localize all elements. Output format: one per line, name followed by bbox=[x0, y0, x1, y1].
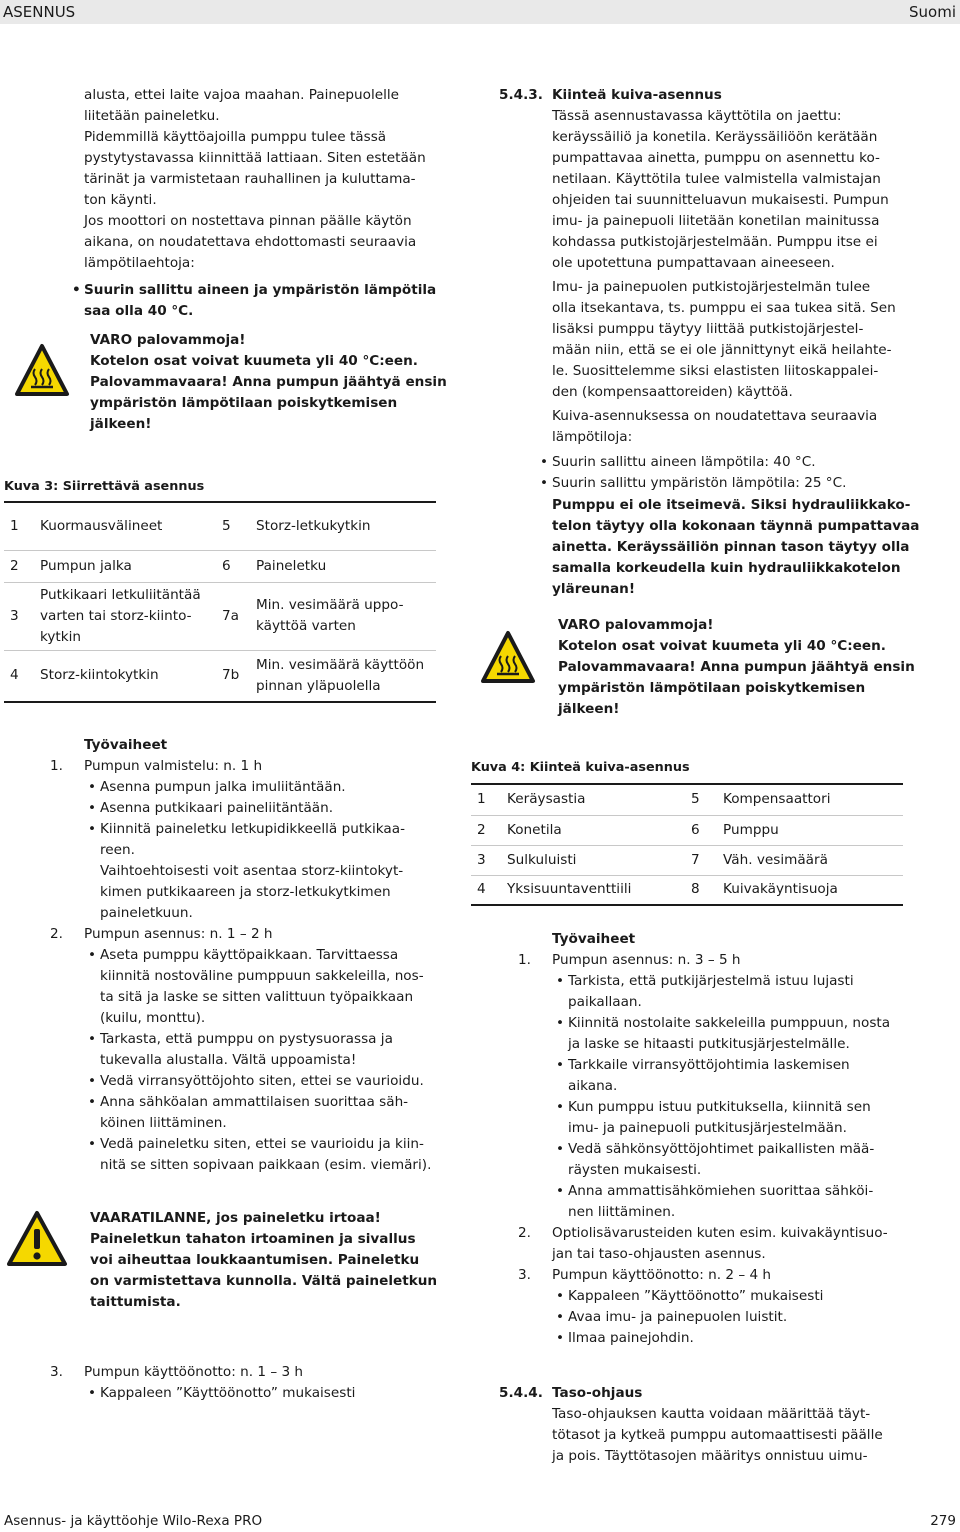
warning-line: Paineletkun tahaton irtoaminen ja sivallus bbox=[90, 1231, 416, 1247]
text-line: keräyssäiliö ja konetila. Keräyssäiliöön kerätään bbox=[552, 129, 878, 145]
warning-line: voi aiheuttaa loukkaantumisen. Paineletku bbox=[90, 1252, 420, 1268]
table-cell: Keräysastia bbox=[501, 784, 685, 815]
table-row bbox=[4, 582, 436, 650]
warning-line: Palovammavaara! Anna pumpun jäähtyä ensin bbox=[558, 659, 915, 675]
temperature-list bbox=[536, 452, 916, 494]
hot-surface-warning-icon bbox=[480, 630, 536, 686]
step-item-cont: ja laske se hitaasti putkitusjärjestelmälle. bbox=[568, 1036, 850, 1052]
general-warning-icon bbox=[6, 1210, 68, 1268]
work-step-3-left bbox=[50, 1362, 444, 1404]
text-line: yläreunan! bbox=[552, 581, 636, 597]
section-title: ASENNUS bbox=[3, 3, 76, 21]
table-row bbox=[471, 845, 903, 875]
step-item: • Asenna putkikaari paineliitäntään. bbox=[84, 798, 444, 819]
table-cell: Kuormausvälineet bbox=[34, 502, 216, 550]
warning-line: Kotelon osat voivat kuumeta yli 40 °C:een. bbox=[558, 638, 886, 654]
table-cell: 2 bbox=[471, 815, 501, 845]
step-item: • Tarkista, että putkijärjestelmä istuu lujasti bbox=[552, 971, 912, 992]
step-item: • Kiinnitä paineletku letkupidikkeellä putkikaa- bbox=[84, 819, 444, 840]
step-1 bbox=[518, 950, 912, 971]
text-line: lämpötilaehtoja: bbox=[84, 255, 195, 271]
footer-manual-title: Asennus- ja käyttöohje Wilo-Rexa PRO bbox=[4, 1513, 263, 1529]
temperature-bullet bbox=[68, 280, 448, 322]
text-line: ton käynti. bbox=[84, 192, 157, 208]
text-line: pumpattavaa ainetta, pumppu on asennettu ko- bbox=[552, 150, 880, 166]
text-line: mään niin, että se ei ole jännittynyt eikä heilahte- bbox=[552, 342, 892, 358]
table-cell: 1 bbox=[4, 502, 34, 550]
warning-title: VAARATILANNE, jos paineletku irtoaa! bbox=[90, 1210, 381, 1226]
table-cell: 7a bbox=[216, 582, 250, 650]
step-2 bbox=[50, 924, 444, 945]
bullet-continuation: saa olla 40 °C. bbox=[84, 303, 194, 319]
warning-line: on varmistettava kunnolla. Vältä paineletkun bbox=[90, 1273, 438, 1289]
text-line: Kuiva-asennuksessa on noudatettava seuraavia bbox=[552, 408, 878, 424]
text-line: tärinät ja varmistetaan rauhallinen ja kuluttama- bbox=[84, 171, 416, 187]
warning-line: ympäristön lämpötilaan poiskytkemisen bbox=[558, 680, 866, 696]
figure-caption-3: Kuva 3: Siirrettävä asennus bbox=[4, 479, 205, 494]
step-title-cont: jan tai taso-ohjausten asennus. bbox=[552, 1246, 766, 1262]
text-line: lämpötiloja: bbox=[552, 429, 633, 445]
step-number: 1. bbox=[50, 758, 63, 774]
table-row bbox=[4, 550, 436, 582]
text-line: olla itsekantava, ts. pumppu ei saa tukea sitä. Sen bbox=[552, 300, 896, 316]
table-cell: 4 bbox=[4, 650, 34, 702]
figure-caption-4: Kuva 4: Kiinteä kuiva-asennus bbox=[471, 760, 690, 775]
step-item-cont: köinen liittäminen. bbox=[100, 1115, 227, 1131]
left-intro bbox=[84, 85, 444, 274]
step-item-cont: (kuilu, monttu). bbox=[100, 1010, 206, 1026]
table-row bbox=[471, 875, 903, 905]
table-cell: Pumppu bbox=[717, 815, 903, 845]
table-cell: 7 bbox=[685, 845, 717, 875]
step-item-cont: paineletkuun. bbox=[100, 905, 193, 921]
text-line: den (kompensaattoreiden) käyttöä. bbox=[552, 384, 793, 400]
step-item: • Asenna pumpun jalka imuliitäntään. bbox=[84, 777, 444, 798]
text-line: aikana, on noudatettava ehdottomasti seuraavia bbox=[84, 234, 417, 250]
step-item: • Anna sähköalan ammattilaisen suorittaa säh- bbox=[84, 1092, 444, 1113]
step-number: 3. bbox=[518, 1267, 531, 1283]
text-line: imu- ja painepuoli liitetään konetilan mainitussa bbox=[552, 213, 880, 229]
warning-line: ympäristön lämpötilaan poiskytkemisen bbox=[90, 395, 398, 411]
legend-table-4 bbox=[471, 783, 903, 906]
section-number-543: 5.4.3. bbox=[499, 87, 543, 103]
step-title: Pumpun valmistelu: n. 1 h bbox=[84, 758, 263, 774]
table-row bbox=[4, 502, 436, 550]
language-label: Suomi bbox=[909, 3, 956, 21]
table-cell: 8 bbox=[685, 875, 717, 905]
table-cell: Sulkuluisti bbox=[501, 845, 685, 875]
table-cell: 6 bbox=[685, 815, 717, 845]
text-line: lisäksi pumppu täytyy liittää putkistojärjestel- bbox=[552, 321, 864, 337]
footer-page-number: 279 bbox=[930, 1513, 956, 1529]
table-cell: Konetila bbox=[501, 815, 685, 845]
table-cell: 4 bbox=[471, 875, 501, 905]
table-cell: Storz-letkukytkin bbox=[250, 502, 436, 550]
hose-warning bbox=[90, 1208, 450, 1313]
step-item-cont: tukevalla alustalla. Vältä uppoamista! bbox=[100, 1052, 357, 1068]
table-row bbox=[471, 815, 903, 845]
step-item: • Vedä sähkönsyöttöjohtimet paikallisten mää- bbox=[552, 1139, 912, 1160]
bullet-line: • Suurin sallittu aineen ja ympäristön lämpötila bbox=[68, 280, 448, 301]
step-number: 3. bbox=[50, 1364, 63, 1380]
step-item: • Kappaleen ”Käyttöönotto” mukaisesti bbox=[552, 1286, 912, 1307]
step-item: • Tarkkaile virransyöttöjohtimia laskemisen bbox=[552, 1055, 912, 1076]
step-item-cont: räysten mukaisesti. bbox=[568, 1162, 702, 1178]
step-number: 1. bbox=[518, 952, 531, 968]
step-item-cont: nitä se sitten sopivaan paikkaan (esim. viemäri). bbox=[100, 1157, 432, 1173]
text-line: ja pois. Täyttötasojen määritys onnistuu uimu- bbox=[552, 1448, 868, 1464]
text-line: tötasot ja kytkeä pumppu automaattisesti päälle bbox=[552, 1427, 883, 1443]
table-cell: 3 bbox=[4, 582, 34, 650]
step-item: • Tarkasta, että pumppu on pystysuorassa ja bbox=[84, 1029, 444, 1050]
section-heading: Taso-ohjaus bbox=[552, 1385, 643, 1401]
table-cell: Kuivakäyntisuoja bbox=[717, 875, 903, 905]
step-item-cont: ta sitä ja laske se sitten valittuun työpaikkaan bbox=[100, 989, 414, 1005]
step-item: • Ilmaa painejohdin. bbox=[552, 1328, 912, 1349]
table-cell: Pumpun jalka bbox=[34, 550, 216, 582]
bullet-line: • Suurin sallittu ympäristön lämpötila: 25 °C. bbox=[536, 473, 916, 494]
step-number: 2. bbox=[50, 926, 63, 942]
step-item-cont: imu- ja painepuoli putkitusjärjestelmään. bbox=[568, 1120, 847, 1136]
text-line: netilaan. Käyttötila tulee valmistella valmistajan bbox=[552, 171, 881, 187]
warning-line: Palovammavaara! Anna pumpun jäähtyä ensin bbox=[90, 374, 447, 390]
step-title: Pumpun asennus: n. 3 – 5 h bbox=[552, 952, 741, 968]
section-heading: Kiinteä kuiva-asennus bbox=[552, 87, 722, 103]
table-cell: 7b bbox=[216, 650, 250, 702]
text-line: Pidemmillä käyttöajoilla pumppu tulee tässä bbox=[84, 129, 387, 145]
bullet-line: • Suurin sallittu aineen lämpötila: 40 °C. bbox=[536, 452, 916, 473]
text-line: ole upotettuna pumpattavaan aineeseen. bbox=[552, 255, 835, 271]
step-2 bbox=[518, 1223, 912, 1244]
step-item-cont: kiinnitä nostoväline pumppuun sakkeleilla, nos- bbox=[100, 968, 424, 984]
text-line: telon täytyy olla kokonaan täynnä pumpattavaa bbox=[552, 518, 920, 534]
table-row bbox=[471, 784, 903, 815]
hot-surface-warning-icon bbox=[14, 343, 70, 399]
section-543 bbox=[552, 85, 912, 448]
step-title: Pumpun käyttöönotto: n. 1 – 3 h bbox=[84, 1364, 304, 1380]
step-item: • Kiinnitä nostolaite sakkeleilla pumppuun, nosta bbox=[552, 1013, 912, 1034]
step-item-cont: nen liittäminen. bbox=[568, 1204, 676, 1220]
warning-line: jälkeen! bbox=[90, 416, 152, 432]
step-title: Optiolisävarusteiden kuten esim. kuivakäyntisuo- bbox=[552, 1225, 888, 1241]
table-cell: Kompensaattori bbox=[717, 784, 903, 815]
step-item: • Aseta pumppu käyttöpaikkaan. Tarvittaessa bbox=[84, 945, 444, 966]
text-line: ainetta. Keräyssäiliön pinnan tason täytyy olla bbox=[552, 539, 910, 555]
step-item-cont: paikallaan. bbox=[568, 994, 642, 1010]
table-row bbox=[4, 650, 436, 702]
steps-heading: Työvaiheet bbox=[552, 931, 636, 947]
table-cell: 6 bbox=[216, 550, 250, 582]
step-1 bbox=[50, 756, 444, 777]
text-line: Jos moottori on nostettava pinnan päälle käytön bbox=[84, 213, 412, 229]
table-cell: Paineletku bbox=[250, 550, 436, 582]
text-line: Pumppu ei ole itseimevä. Siksi hydrauliikkako- bbox=[552, 497, 911, 513]
text-line: liitetään paineletku. bbox=[84, 108, 220, 124]
text-line: ohjeiden tai suunnitteluavun mukaisesti. Pumpun bbox=[552, 192, 889, 208]
table-cell: Min. vesimäärä käyttöön pinnan yläpuolella bbox=[250, 650, 436, 702]
legend-table-3 bbox=[4, 501, 436, 703]
table-cell: Putkikaari letkuliitäntää varten tai storz-kiinto-kytkin bbox=[34, 582, 216, 650]
warning-line: Kotelon osat voivat kuumeta yli 40 °C:een. bbox=[90, 353, 418, 369]
priming-note bbox=[552, 495, 922, 600]
warning-line: jälkeen! bbox=[558, 701, 620, 717]
warning-title: VARO palovammoja! bbox=[90, 332, 246, 348]
table-cell: Väh. vesimäärä bbox=[717, 845, 903, 875]
table-cell: Min. vesimäärä uppo-käyttöä varten bbox=[250, 582, 436, 650]
table-cell: 5 bbox=[685, 784, 717, 815]
steps-heading: Työvaiheet bbox=[84, 737, 168, 753]
section-number-544: 5.4.4. bbox=[499, 1385, 543, 1401]
step-3 bbox=[518, 1265, 912, 1286]
text-line: Tässä asennustavassa käyttötila on jaettu: bbox=[552, 108, 842, 124]
table-cell: 1 bbox=[471, 784, 501, 815]
step-item-cont: aikana. bbox=[568, 1078, 618, 1094]
step-item-cont: kimen putkikaareen ja storz-letkukytkimen bbox=[100, 884, 391, 900]
step-item: • Avaa imu- ja painepuolen luistit. bbox=[552, 1307, 912, 1328]
burn-warning-right bbox=[558, 615, 918, 720]
step-number: 2. bbox=[518, 1225, 531, 1241]
text-line: pystytystavassa kiinnittää lattiaan. Siten estetään bbox=[84, 150, 426, 166]
step-item: • Kappaleen ”Käyttöönotto” mukaisesti bbox=[84, 1383, 444, 1404]
step-3 bbox=[50, 1362, 444, 1383]
text-line: le. Suosittelemme siksi elastisten liitoskappalei- bbox=[552, 363, 879, 379]
step-item: • Anna ammattisähkömiehen suorittaa sähköi- bbox=[552, 1181, 912, 1202]
table-cell: Storz-kiintokytkin bbox=[34, 650, 216, 702]
work-steps-left bbox=[50, 735, 444, 1176]
table-cell: 2 bbox=[4, 550, 34, 582]
warning-title: VARO palovammoja! bbox=[558, 617, 714, 633]
section-544 bbox=[552, 1383, 912, 1467]
step-item: • Vedä paineletku siten, ettei se vaurioidu ja kiin- bbox=[84, 1134, 444, 1155]
step-title: Pumpun käyttöönotto: n. 2 – 4 h bbox=[552, 1267, 772, 1283]
warning-line: taittumista. bbox=[90, 1294, 181, 1310]
table-cell: Yksisuuntaventtiili bbox=[501, 875, 685, 905]
step-item-cont: Vaihtoehtoisesti voit asentaa storz-kiintokyt- bbox=[100, 863, 404, 879]
step-item: • Vedä virransyöttöjohto siten, ettei se vaurioidu. bbox=[84, 1071, 444, 1092]
text-line: Imu- ja painepuolen putkistojärjestelmän tulee bbox=[552, 279, 871, 295]
step-item: • Kun pumppu istuu putkituksella, kiinnitä sen bbox=[552, 1097, 912, 1118]
text-line: alusta, ettei laite vajoa maahan. Painepuolelle bbox=[84, 87, 400, 103]
work-steps-right bbox=[518, 929, 912, 1349]
table-cell: 5 bbox=[216, 502, 250, 550]
text-line: Taso-ohjauksen kautta voidaan määrittää täyt- bbox=[552, 1406, 871, 1422]
burn-warning-left bbox=[90, 330, 450, 435]
table-cell: 3 bbox=[471, 845, 501, 875]
step-item-cont: reen. bbox=[100, 842, 135, 858]
page-header bbox=[0, 0, 960, 24]
text-line: kohdassa putkistojärjestelmään. Pumppu itse ei bbox=[552, 234, 878, 250]
step-title: Pumpun asennus: n. 1 – 2 h bbox=[84, 926, 273, 942]
text-line: samalla korkeudella kuin hydrauliikkakotelon bbox=[552, 560, 901, 576]
